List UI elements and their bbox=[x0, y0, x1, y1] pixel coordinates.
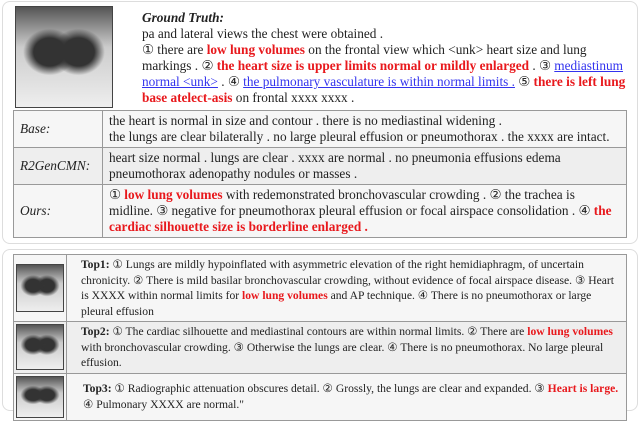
text-segment: ⑤ bbox=[514, 74, 534, 89]
text-segment: ① there are bbox=[142, 42, 207, 57]
row-r2gencmn bbox=[14, 148, 627, 185]
text-segment: on frontal xxxx xxxx . bbox=[232, 90, 355, 105]
text-segment: the heart is normal in size and contour . there is no mediastinal widening . bbox=[109, 113, 502, 128]
row-base bbox=[14, 111, 627, 148]
text-segment: with bronchovascular crowding. ③ Otherwise the lungs are clear. ④ There is no pneumothorax. No large pleural effusion. bbox=[81, 340, 604, 369]
ground-truth-title: Ground Truth: bbox=[142, 10, 224, 25]
row-label: Base: bbox=[14, 111, 103, 148]
ground-truth-line bbox=[142, 26, 630, 42]
ground-truth bbox=[142, 10, 630, 106]
query-xray-image bbox=[15, 6, 113, 108]
retrieved-row-top3 bbox=[14, 373, 627, 420]
retrieved-text bbox=[67, 322, 627, 374]
retrieved-row-top1 bbox=[14, 255, 627, 322]
text-segment: ④ Pulmonary XXXX are normal." bbox=[83, 397, 244, 411]
row-text bbox=[103, 185, 627, 238]
ground-truth-line bbox=[142, 42, 630, 106]
retrieved-xray-image bbox=[16, 324, 64, 370]
comparison-table bbox=[13, 110, 627, 238]
text-segment: . ③ bbox=[529, 58, 555, 73]
text-segment: on the frontal view which <unk> heart size and lung markings . ② bbox=[142, 42, 587, 73]
row-text bbox=[103, 148, 627, 185]
text-segment: with redemonstrated bronchovascular crowding . ② the trachea is midline. ③ negative for pneumothorax pleural effusion or focal airspace consolidation . ④ bbox=[109, 187, 594, 218]
highlighted-finding: low lung volumes bbox=[206, 42, 305, 57]
highlighted-finding: the heart size is upper limits normal or mildly enlarged bbox=[216, 58, 530, 73]
text-segment: ① Radiographic attenuation obscures detail. ② Grossly, the lungs are clear and expanded. ③ bbox=[111, 382, 548, 395]
row-label: R2GenCMN: bbox=[14, 148, 103, 185]
highlighted-finding: low lung volumes bbox=[242, 289, 328, 302]
text-segment: the lungs are clear bilaterally . no large pleural effusion or pneumothorax . the xxxx are intact. bbox=[109, 129, 610, 144]
retrieved-xray-image bbox=[16, 376, 64, 418]
underlined-finding: the pulmonary vasculature is within normal limits . bbox=[243, 74, 515, 89]
text-segment: . ④ bbox=[217, 74, 244, 89]
text-segment: Top3: bbox=[83, 382, 112, 395]
retrieved-text bbox=[67, 373, 627, 420]
text-segment: and AP technique. ④ There is no pneumothorax or large pleural effusion bbox=[81, 289, 592, 318]
underlined-finding: mediastinum normal <unk> bbox=[142, 58, 623, 89]
text-segment: Top2: bbox=[81, 325, 110, 338]
highlighted-finding: low lung volumes bbox=[124, 187, 223, 202]
retrieved-text bbox=[67, 255, 627, 322]
text-segment: ① bbox=[109, 187, 125, 202]
highlighted-finding: there is left lung base atelect-asis bbox=[142, 74, 626, 105]
row-label: Ours: bbox=[14, 185, 103, 238]
text-segment: ① Lungs are mildly hypoinflated with asymmetric elevation of the right hemidiaphragm, of uncertain chronicity. ② There is mild basilar bronchovascular crowding, without evidence of focal airspace disease. ③ Heart is XXXX within normal limits for bbox=[81, 258, 614, 302]
highlighted-finding: low lung volumes bbox=[527, 325, 613, 338]
retrieval-table bbox=[13, 254, 627, 421]
row-ours bbox=[14, 185, 627, 238]
row-text bbox=[103, 111, 627, 148]
highlighted-finding: Heart is large. bbox=[547, 382, 619, 395]
retrieved-row-top2 bbox=[14, 322, 627, 374]
text-segment: Top1: bbox=[81, 258, 110, 271]
text-segment: ① The cardiac silhouette and mediastinal contours are within normal limits. ② There are bbox=[109, 325, 528, 338]
retrieved-xray-image bbox=[16, 264, 64, 312]
text-segment: heart size normal . lungs are clear . xxxx are normal . no pneumonia effusions edema pneumothorax adenopathy nodules or masses . bbox=[109, 150, 561, 181]
highlighted-finding: the cardiac silhouette size is borderline enlarged . bbox=[109, 203, 612, 234]
text-segment: pa and lateral views the chest were obtained . bbox=[142, 26, 384, 41]
